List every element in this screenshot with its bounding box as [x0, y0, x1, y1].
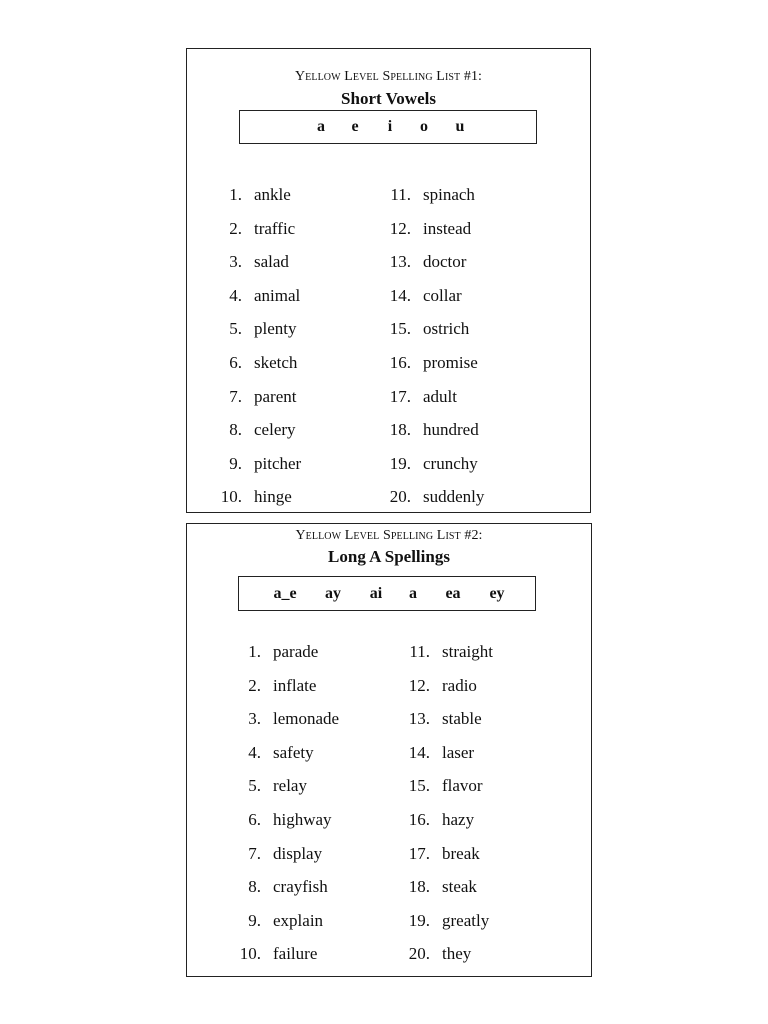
spelling-word: stable	[442, 709, 482, 729]
item-number: 14.	[389, 285, 411, 305]
item-number: 15.	[408, 776, 430, 796]
spelling-pattern: ai	[369, 584, 383, 602]
item-number: 5.	[248, 776, 261, 796]
item-number: 3.	[248, 709, 261, 729]
spelling-word: safety	[273, 742, 314, 762]
spelling-pattern: e	[351, 118, 359, 135]
item-number: 9.	[229, 453, 242, 473]
spelling-word: flavor	[442, 776, 483, 796]
spelling-word: ostrich	[423, 319, 470, 339]
spelling-word: crayfish	[273, 877, 328, 897]
spelling-word: animal	[254, 285, 301, 305]
item-number: 11.	[409, 642, 430, 661]
spelling-word: highway	[273, 810, 332, 829]
pattern-box	[239, 110, 537, 144]
item-number: 10.	[239, 944, 261, 964]
spelling-pattern: u	[455, 118, 465, 135]
item-number: 20.	[408, 944, 430, 964]
item-number: 18.	[389, 420, 411, 440]
spelling-word: spinach	[423, 185, 475, 204]
spelling-word: steak	[442, 877, 477, 897]
spelling-word: display	[273, 843, 323, 863]
list-title: Short Vowels	[341, 89, 436, 108]
list-heading: Yellow Level Spelling List #2:	[295, 528, 483, 543]
spelling-pattern: o	[420, 118, 428, 135]
spelling-word: promise	[423, 353, 478, 372]
spelling-word: hazy	[442, 810, 475, 829]
item-number: 12.	[408, 675, 430, 695]
spelling-pattern: a	[409, 584, 417, 602]
item-number: 6.	[248, 810, 261, 829]
spelling-pattern: ea	[445, 584, 461, 602]
spelling-word: instead	[423, 218, 472, 238]
spelling-word: plenty	[254, 319, 297, 339]
spelling-word: hundred	[423, 420, 479, 440]
spelling-pattern: a	[317, 118, 325, 135]
spelling-word: radio	[442, 675, 477, 695]
spelling-pattern: a_e	[273, 584, 297, 602]
spelling-list-card-1	[186, 48, 591, 513]
item-number: 7.	[229, 386, 242, 406]
spelling-word: failure	[273, 944, 318, 964]
item-number: 4.	[248, 742, 261, 762]
item-number: 4.	[229, 285, 242, 305]
spelling-word: celery	[254, 420, 296, 440]
item-number: 8.	[248, 877, 261, 897]
item-number: 3.	[229, 252, 242, 272]
item-number: 7.	[248, 843, 261, 863]
item-number: 17.	[408, 843, 430, 863]
spelling-word: adult	[423, 386, 457, 406]
spelling-word: relay	[273, 776, 307, 796]
item-number: 19.	[408, 910, 430, 930]
item-number: 19.	[389, 453, 411, 473]
spelling-word: hinge	[254, 487, 292, 507]
spelling-word: break	[442, 843, 480, 863]
spelling-word: greatly	[442, 910, 490, 930]
item-number: 13.	[389, 252, 411, 272]
spelling-word: salad	[254, 252, 289, 272]
spelling-word: crunchy	[423, 453, 478, 473]
spelling-word: doctor	[423, 252, 467, 272]
item-number: 8.	[229, 420, 242, 440]
spelling-pattern: ay	[325, 584, 341, 602]
item-number: 17.	[389, 386, 411, 406]
spelling-word: explain	[273, 910, 324, 930]
spelling-list-card-2	[186, 523, 592, 977]
list-heading: Yellow Level Spelling List #1:	[294, 69, 483, 84]
item-number: 20.	[389, 487, 411, 507]
spelling-pattern: ey	[489, 584, 505, 602]
spelling-word: suddenly	[423, 487, 485, 507]
spelling-word: ankle	[254, 185, 291, 204]
item-number: 5.	[229, 319, 242, 339]
spelling-word: collar	[423, 285, 462, 305]
spelling-word: inflate	[273, 675, 317, 695]
item-number: 10.	[220, 487, 242, 507]
item-number: 16.	[389, 353, 411, 372]
item-number: 9.	[248, 910, 261, 930]
spelling-pattern: i	[387, 118, 393, 135]
item-number: 13.	[408, 709, 430, 729]
spelling-word: traffic	[254, 218, 296, 238]
pattern-box	[238, 576, 536, 611]
list-title: Long A Spellings	[328, 547, 450, 566]
item-number: 2.	[229, 218, 242, 238]
item-number: 18.	[408, 877, 430, 897]
spelling-word: lemonade	[273, 709, 340, 729]
spelling-word: they	[442, 944, 472, 964]
item-number: 15.	[389, 319, 411, 339]
item-number: 6.	[229, 353, 242, 372]
item-number: 14.	[408, 742, 430, 762]
spelling-word: laser	[442, 742, 475, 762]
item-number: 16.	[408, 810, 430, 829]
spelling-word: parade	[273, 642, 319, 661]
spelling-word: sketch	[254, 353, 298, 372]
spelling-word: straight	[442, 642, 493, 661]
item-number: 11.	[390, 185, 411, 204]
spelling-word: parent	[254, 386, 297, 406]
item-number: 2.	[248, 675, 261, 695]
spelling-word: pitcher	[254, 453, 302, 473]
item-number: 1.	[248, 642, 261, 661]
item-number: 1.	[229, 185, 242, 204]
item-number: 12.	[389, 218, 411, 238]
